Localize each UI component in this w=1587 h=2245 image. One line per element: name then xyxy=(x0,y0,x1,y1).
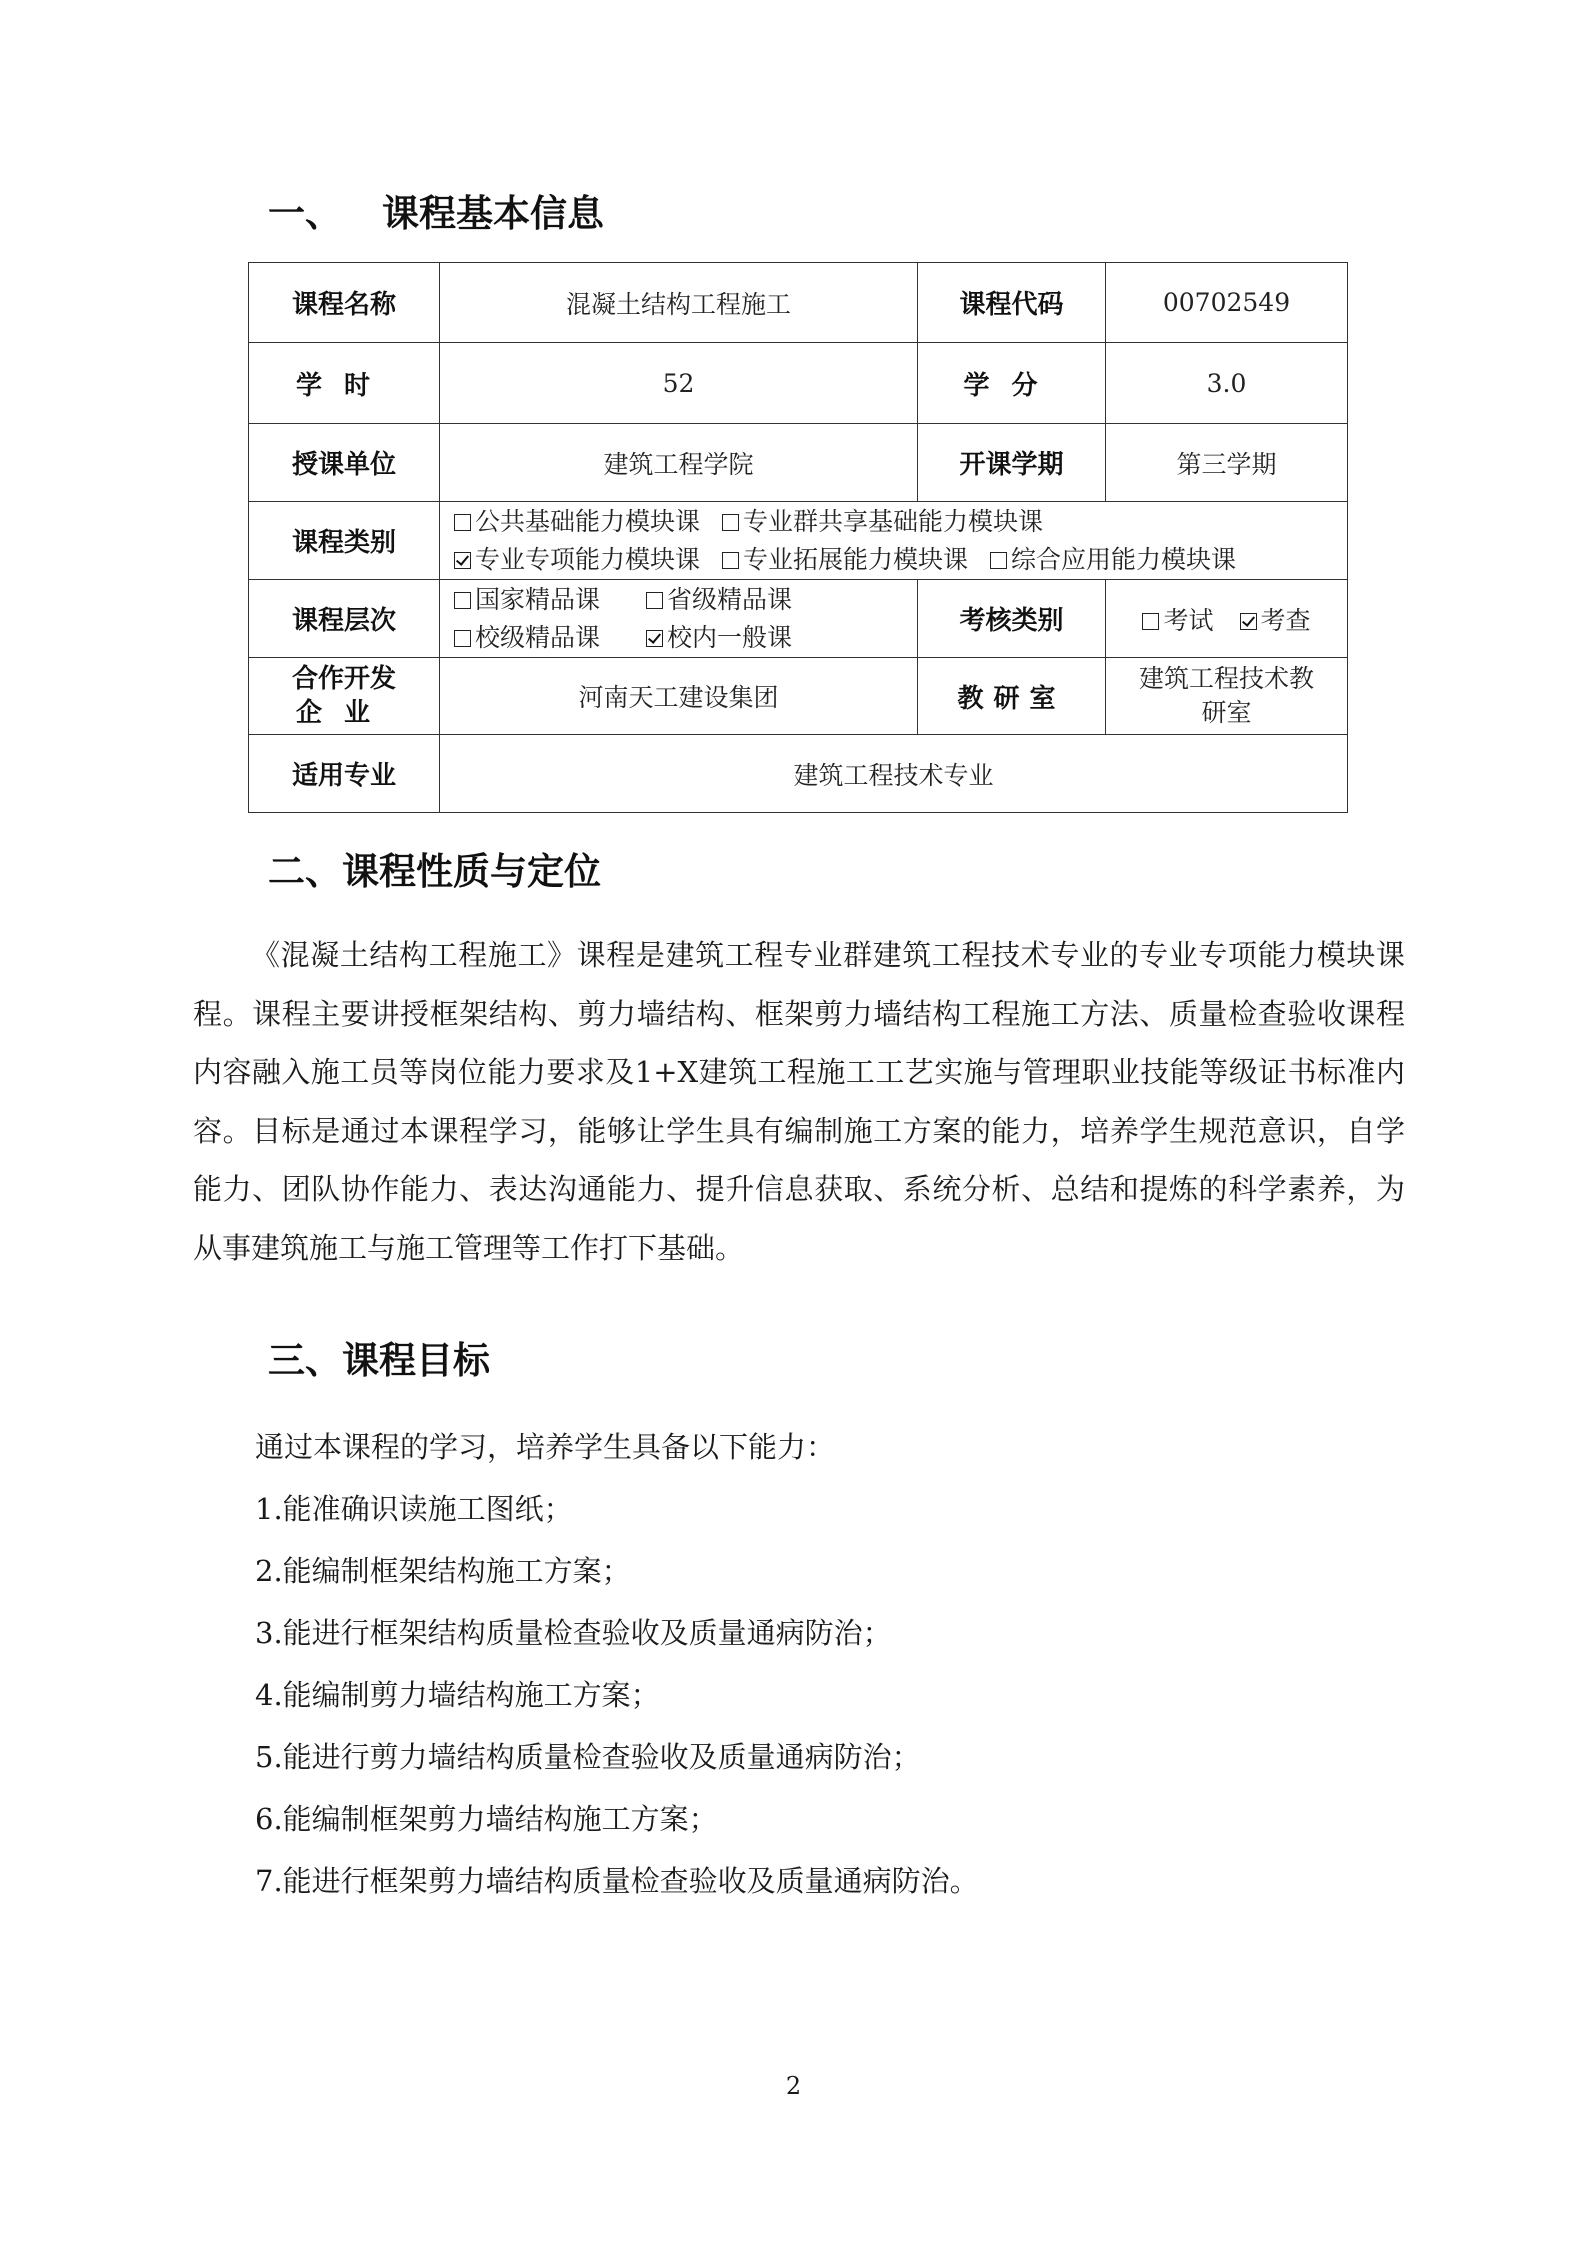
course-name-value: 混凝土结构工程施工 xyxy=(440,263,918,343)
level-label: 课程层次 xyxy=(249,580,440,658)
table-row xyxy=(249,424,1348,502)
category-option[interactable]: 公共基础能力模块课 xyxy=(454,507,700,536)
major-label: 适用专业 xyxy=(249,735,440,813)
office-label: 教研室 xyxy=(918,658,1106,735)
page-number: 2 xyxy=(785,2072,802,2100)
table-row xyxy=(249,580,1348,658)
checkbox-checked-icon[interactable] xyxy=(646,630,663,647)
checkbox-checked-icon[interactable] xyxy=(454,552,471,569)
major-value: 建筑工程技术专业 xyxy=(440,735,1348,813)
section-2-heading: 二、课程性质与定位 xyxy=(268,850,601,893)
category-option[interactable]: 综合应用能力模块课 xyxy=(990,545,1236,574)
hours-label: 学时 xyxy=(249,343,440,424)
office-value: 建筑工程技术教 研室 xyxy=(1106,658,1348,735)
checkbox-icon[interactable] xyxy=(454,514,471,531)
category-option[interactable]: 专业群共享基础能力模块课 xyxy=(722,507,1043,536)
category-option[interactable]: 专业专项能力模块课 xyxy=(454,545,700,574)
semester-label: 开课学期 xyxy=(918,424,1106,502)
category-option[interactable]: 专业拓展能力模块课 xyxy=(722,545,968,574)
checkbox-icon[interactable] xyxy=(722,514,739,531)
level-option[interactable]: 校内一般课 xyxy=(646,623,792,652)
checkbox-icon[interactable] xyxy=(646,592,663,609)
credit-label: 学分 xyxy=(918,343,1106,424)
hours-value: 52 xyxy=(440,343,918,424)
course-code-label: 课程代码 xyxy=(918,263,1106,343)
level-option[interactable]: 国家精品课 xyxy=(454,585,600,614)
section-3-heading: 三、课程目标 xyxy=(268,1339,490,1382)
assessment-option[interactable]: 考查 xyxy=(1240,606,1311,635)
checkbox-icon[interactable] xyxy=(722,552,739,569)
category-label: 课程类别 xyxy=(249,502,440,580)
assessment-options xyxy=(1106,580,1348,658)
level-option[interactable]: 省级精品课 xyxy=(646,585,792,614)
goals-intro: 通过本课程的学习，培养学生具备以下能力： xyxy=(255,1430,836,1464)
department-label: 授课单位 xyxy=(249,424,440,502)
table-row xyxy=(249,735,1348,813)
list-item: 4.能编制剪力墙结构施工方案； xyxy=(255,1678,660,1712)
category-options xyxy=(440,502,1348,580)
course-name-label: 课程名称 xyxy=(249,263,440,343)
assessment-option[interactable]: 考试 xyxy=(1142,606,1213,635)
table-row xyxy=(249,658,1348,735)
credit-value: 3.0 xyxy=(1106,343,1348,424)
coop-enterprise-label: 合作开发 企业 xyxy=(249,658,440,735)
coop-enterprise-value: 河南天工建设集团 xyxy=(440,658,918,735)
semester-value: 第三学期 xyxy=(1106,424,1348,502)
course-info-table xyxy=(248,262,1348,813)
list-item: 1.能准确识读施工图纸； xyxy=(255,1492,573,1526)
nature-paragraph: 《混凝土结构工程施工》课程是建筑工程专业群建筑工程技术专业的专业专项能力模块课程。课程主要讲授框架结构、剪力墙结构、框架剪力墙结构工程施工方法、质量检查验收课程内容融入施工员等岗位能力要求及1+X建筑工程施工工艺实施与管理职业技能等级证书标准内容。目标是通过本课程学习，能够让学生具有编制施工方案的能力，培养学生规范意识，自学能力、团队协作能力、表达沟通能力、提升信息获取、系统分析、总结和提炼的科学素养，为从事建筑施工与施工管理等工作打下基础。 xyxy=(193,938,1405,1265)
level-option[interactable]: 校级精品课 xyxy=(454,623,600,652)
checkbox-checked-icon[interactable] xyxy=(1240,613,1257,630)
level-options xyxy=(440,580,918,658)
list-item: 2.能编制框架结构施工方案； xyxy=(255,1554,631,1588)
checkbox-icon[interactable] xyxy=(1142,613,1159,630)
table-row xyxy=(249,343,1348,424)
assessment-label: 考核类别 xyxy=(918,580,1106,658)
list-item: 6.能编制框架剪力墙结构施工方案； xyxy=(255,1802,718,1836)
checkbox-icon[interactable] xyxy=(454,592,471,609)
goal-list xyxy=(255,1416,979,1912)
section-1-heading: 一、 课程基本信息 xyxy=(268,192,604,235)
list-item: 3.能进行框架结构质量检查验收及质量通病防治； xyxy=(255,1616,892,1650)
course-code-value: 00702549 xyxy=(1106,263,1348,343)
list-item: 5.能进行剪力墙结构质量检查验收及质量通病防治； xyxy=(255,1740,921,1774)
table-row xyxy=(249,263,1348,343)
checkbox-icon[interactable] xyxy=(990,552,1007,569)
list-item: 7.能进行框架剪力墙结构质量检查验收及质量通病防治。 xyxy=(255,1864,979,1898)
department-value: 建筑工程学院 xyxy=(440,424,918,502)
table-row xyxy=(249,502,1348,580)
checkbox-icon[interactable] xyxy=(454,630,471,647)
